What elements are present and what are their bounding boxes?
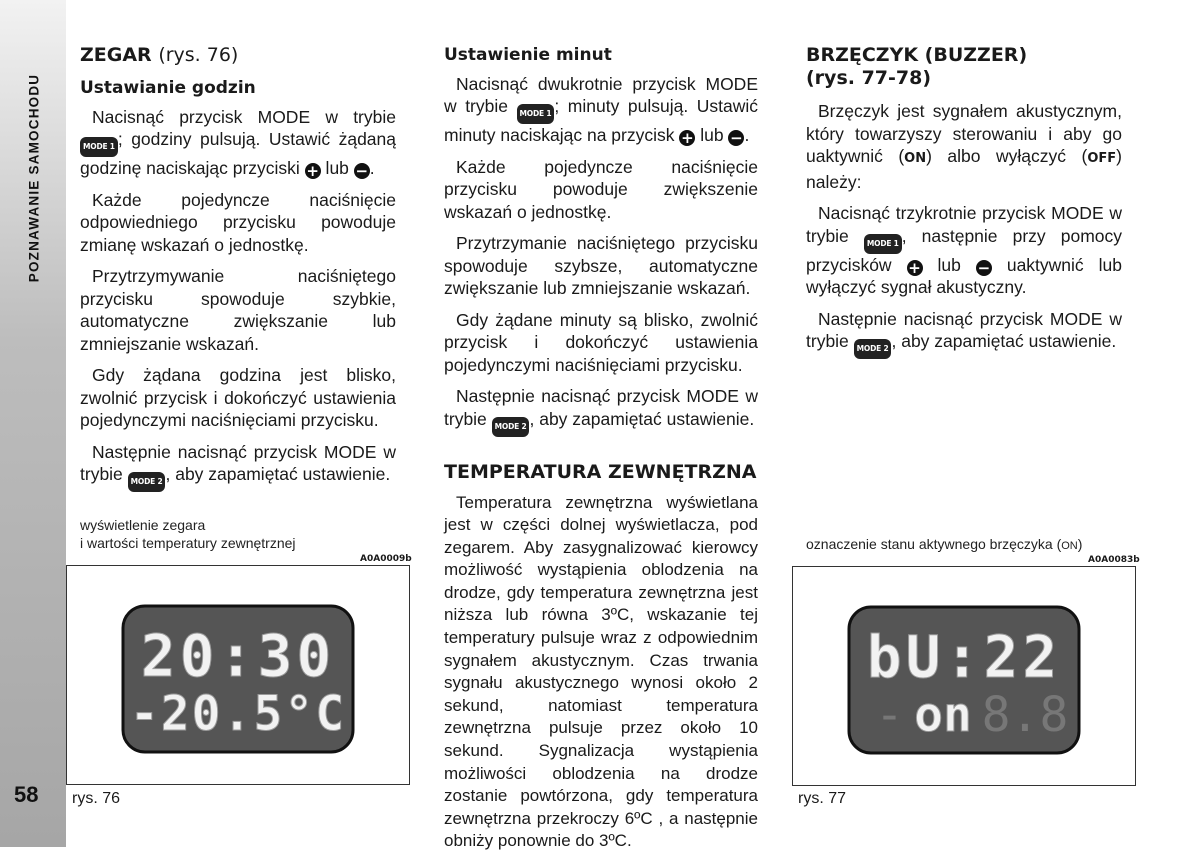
- page-number: 58: [14, 782, 39, 807]
- col1-paragraph-4: Gdy żądana godzina jest blisko, zwolnić przycisk i dokończyć ustawienia pojedynczymi naciśnięciami przycisku.: [80, 365, 396, 430]
- col1-paragraph-5: Następnie nacisnąć przycisk MODE w trybie MODE 2 , aby zapamiętać ustawienie.: [80, 441, 396, 493]
- minus-icon: −: [355, 162, 369, 180]
- brzeczyk-title: BRZĘCZYK (BUZZER): [806, 44, 1028, 66]
- minus-icon: −: [730, 129, 743, 147]
- fig77-frame: [792, 566, 1136, 786]
- col2-paragraph-3: Przytrzymanie naciśniętego przycisku spowoduje szybsze, automatyczne zwiększanie lub zmniejszanie wskazań.: [444, 233, 758, 298]
- fig77-on-readout: on: [914, 687, 972, 743]
- brzeczyk-title-ref: (rys. 77-78): [806, 67, 932, 89]
- fig77-label: rys. 77: [798, 790, 847, 807]
- col3-paragraph-1: Brzęczyk jest sygnałem akustycznym, który towarzyszy sterowaniu i aby go uaktywnić (ON) albo wyłączyć (OFF) należy:: [806, 101, 1122, 192]
- off-keyword: OFF: [1087, 151, 1117, 166]
- fig77-code: A0A0083b: [1088, 555, 1140, 565]
- column-2: [444, 44, 758, 862]
- col2-paragraph-2: Każde pojedyncze naciśnięcie przycisku powoduje zwiększenie wskazań o jednostkę.: [444, 156, 758, 222]
- mode2-icon: MODE 2: [492, 417, 530, 437]
- fig77-buzzer-readout: bU:22: [866, 623, 1062, 691]
- fig77-dim-minus: -: [875, 687, 904, 743]
- zegar-title: ZEGAR: [80, 44, 152, 66]
- mode2-icon: MODE 2: [854, 339, 892, 359]
- col2-paragraph-4: Gdy żądane minuty są blisko, zwolnić przycisk i dokończyć ustawienia pojedynczymi naciśnięciami przycisku.: [444, 309, 758, 375]
- fig77-dim-digits: 8.8: [981, 687, 1069, 743]
- plus-icon: +: [681, 129, 694, 147]
- column-3: [806, 44, 1122, 368]
- fig77-caption: oznaczenie stanu aktywnego brzęczyka (ON): [806, 536, 1083, 552]
- minus-icon: −: [977, 258, 991, 277]
- zegar-heading: [80, 44, 396, 67]
- minuty-subheading: Ustawienie minut: [444, 45, 612, 65]
- section-label: POZNAWANIE SAMOCHODU: [26, 73, 42, 283]
- zegar-title-ref: (rys. 76): [158, 44, 239, 66]
- plus-icon: +: [306, 162, 319, 180]
- col3-paragraph-3: Następnie nacisnąć przycisk MODE w trybie MODE 2 , aby zapamiętać ustawienie.: [806, 308, 1122, 360]
- column-1: [80, 44, 396, 501]
- fig76-caption-line2: i wartości temperatury zewnętrznej: [80, 535, 296, 551]
- col1-paragraph-3: Przytrzymywanie naciśniętego przycisku spowoduje szybkie, automatyczne zwiększanie lub zmniejszanie wskazań.: [80, 266, 396, 354]
- on-keyword: ON: [904, 151, 927, 166]
- mode1-icon: MODE 1: [864, 234, 902, 254]
- fig76-caption-line1: wyświetlenie zegara: [80, 517, 206, 533]
- mode2-icon: MODE 2: [128, 472, 166, 492]
- mode1-icon: MODE 1: [80, 137, 118, 157]
- temperatura-heading: TEMPERATURA ZEWNĘTRZNA: [444, 460, 757, 483]
- plus-icon: +: [908, 258, 921, 277]
- godziny-subheading: Ustawianie godzin: [80, 78, 256, 98]
- sidebar: [0, 0, 66, 847]
- fig77-caption-on: ON: [1061, 540, 1078, 552]
- col3-paragraph-2: Nacisnąć trzykrotnie przycisk MODE w trybie MODE 1 , następnie przy pomocy przycisków + lub − uaktywnić lub wyłączyć sygnał akustyczny.: [806, 203, 1123, 297]
- mode1-icon: MODE 1: [517, 104, 555, 124]
- col2-paragraph-6: Temperatura zewnętrzna wyświetlana jest w części dolnej wyświetlacza, pod zegarem. Aby zasygnalizować kierowcy możliwość wystąpienia oblodzenia na drodze, gdy temperatura zewnętrzna jest niższa lub równa 3ºC, wskazanie tej temperatury pulsuje wraz z odpowiednim sygnałem akustycznym. Czas trwania sygnału akustycznego wynosi około 2 sekund, natomiast temperatura zewnętrzna pulsuje przez około 10 sekund. Sygnalizacja wystąpienia możliwości oblodzenia na drodze zostanie powtórzona, gdy temperatura zewnętrzna przekroczy 6ºC , a następnie obniży ponownie do 3ºC.: [444, 492, 758, 851]
- col1-paragraph-2: Każde pojedyncze naciśnięcie odpowiedniego przycisku powoduje zmianę wskazań o jednostkę.: [80, 189, 396, 255]
- fig76-caption: [80, 516, 296, 552]
- fig76-code: A0A0009b: [360, 554, 412, 564]
- fig76-time-readout: 20:30: [140, 622, 336, 690]
- fig76-temp-readout: -20.5°C: [129, 686, 347, 742]
- fig76-lcd-display: [67, 566, 409, 784]
- fig76-label: rys. 76: [72, 790, 121, 807]
- col1-paragraph-1: Nacisnąć przycisk MODE w trybie MODE 1 ; godziny pulsują. Ustawić żądaną godzinę naciskając przyciski + lub −.: [80, 106, 396, 180]
- fig77-lcd-display: [793, 567, 1135, 785]
- brzeczyk-heading: [806, 44, 1122, 90]
- col2-paragraph-1: Nacisnąć dwukrotnie przycisk MODE w trybie MODE 1 ; minuty pulsują. Ustawić minuty naciskając na przycisk + lub −.: [444, 73, 758, 147]
- col2-paragraph-5: Następnie nacisnąć przycisk MODE w trybie MODE 2 , aby zapamiętać ustawienie.: [444, 385, 758, 437]
- fig76-frame: [66, 565, 410, 785]
